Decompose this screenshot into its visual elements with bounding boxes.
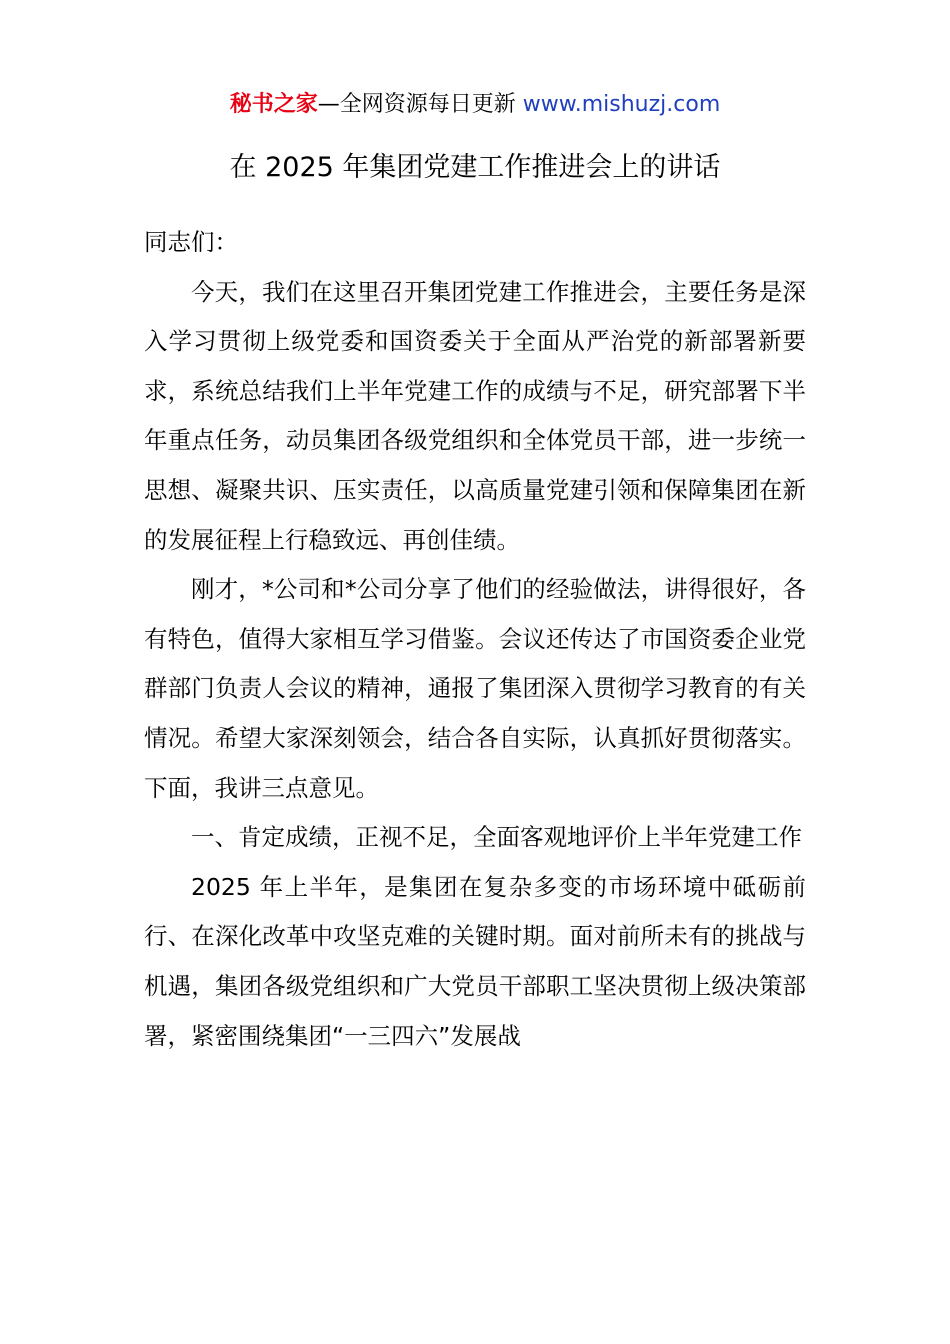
salutation: 同志们： [144,228,238,256]
site-brand: 秘书之家 [229,92,318,117]
site-url-link[interactable]: www.mishuzj.com [522,92,721,117]
site-header [0,88,950,122]
paragraph-section-1: 2025 年上半年，是集团在复杂多变的市场环境中砥砺前行、在深化改革中攻坚克难的关键时期。面对前所未有的挑战与机遇，集团各级党组织和广大党员干部职工坚决贯彻上级决策部署，紧密围绕集团“一三四六”发展战 [144,872,806,1050]
document-title: 在 2025 年集团党建工作推进会上的讲话 [229,152,721,183]
paragraph-opening: 今天，我们在这里召开集团党建工作推进会，主要任务是深入学习贯彻上级党委和国资委关于全面从严治党的新部署新要求，系统总结我们上半年党建工作的成绩与不足，研究部署下半年重点任务，动员集团各级党组织和全体党员干部，进一步统一思想、凝聚共识、压实责任，以高质量党建引领和保障集团在新的发展征程上行稳致远、再创佳绩。 [144,277,806,554]
site-tagline: —全网资源每日更新 [317,92,523,117]
paragraph-context: 刚才，*公司和*公司分享了他们的经验做法，讲得很好，各有特色，值得大家相互学习借鉴。会议还传达了市国资委企业党群部门负责人会议的精神，通报了集团深入贯彻学习教育的有关情况。希望大家深刻领会，结合各自实际，认真抓好贯彻落实。下面，我讲三点意见。 [144,575,806,802]
document-body [144,218,806,1061]
section-heading-1: 一、肯定成绩，正视不足，全面客观地评价上半年党建工作 [191,823,802,852]
